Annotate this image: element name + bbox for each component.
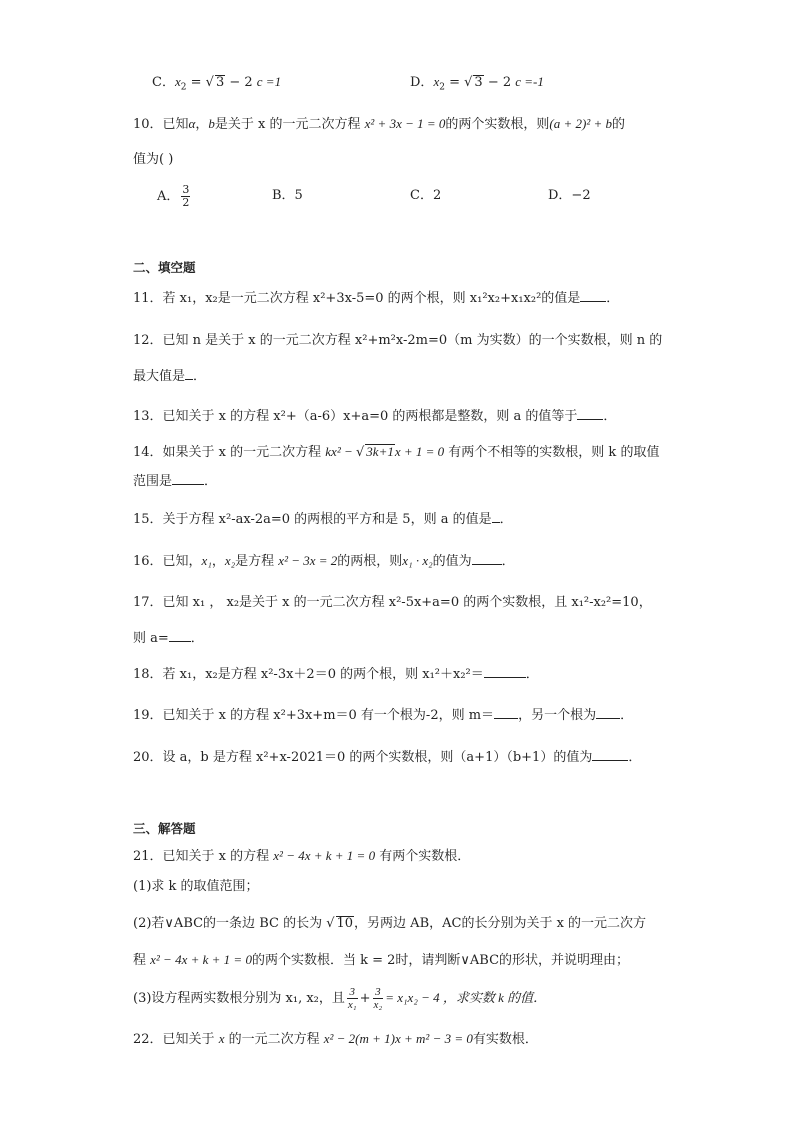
q20: 20．设 a，b 是方程 x²+x-2021＝0 的两个实数根，则（a+1）（b+1）的值为 ．	[133, 750, 642, 765]
q10-option-d: D．−2	[548, 188, 591, 203]
fraction-3-over-x1: $\frac{3}{\text{x₁}}$	[347, 986, 357, 1011]
answer-blank	[185, 367, 193, 380]
fraction-3-2: $\frac{3}{2}$	[182, 183, 190, 209]
answer-blank	[492, 510, 500, 523]
q13: 13．已知关于 x 的方程 x²+（a-6）x+a=0 的两根都是整数，则 a 的值等于 ．	[133, 409, 617, 424]
answer-blank	[580, 289, 606, 302]
answer-blank	[592, 748, 628, 761]
q17-line2: 则 a= ．	[133, 631, 204, 646]
q14-line1: 14．如果关于 x 的一元二次方程 kx² − √ 3k+1x + 1 = 0 有两个不相等的实数根，则 k 的取值	[133, 444, 660, 460]
q21-part2-line2: 程 x² − 4x + k + 1 = 0的两个实数根．当 k = 2时，请判断∨ABC的形状，并说明理由；	[133, 952, 630, 968]
q21-part1: (1)求 k 的取值范围；	[133, 879, 259, 894]
answer-blank	[494, 706, 518, 719]
sqrt-3: 3	[215, 75, 225, 90]
q16: 16．已知，x₁，x₂是方程 x² − 3x = 2的两根，则x₁ · x₂的值为 ．	[133, 553, 515, 569]
q17-line1: 17．已知 x₁ ， x₂是关于 x 的一元二次方程 x²-5x+a=0 的两个实数根，且 x₁²-x₂²=10，	[133, 595, 652, 610]
answer-blank	[484, 665, 526, 678]
q19: 19．已知关于 x 的方程 x²+3x+m＝0 有一个根为-2，则 m＝ ，另一个根为 ．	[133, 708, 634, 723]
q10-option-c: C．2	[410, 188, 442, 203]
q12-line2: 最大值是 ．	[133, 369, 207, 384]
q15: 15．关于方程 x²-ax-2a=0 的两根的平方和是 5，则 a 的值是 ．	[133, 512, 513, 527]
q18: 18．若 x₁，x₂是方程 x²-3x＋2＝0 的两个根，则 x₁²＋x₂²＝ ．	[133, 667, 539, 682]
sqrt-10: 10	[336, 916, 354, 931]
q12-line1: 12．已知 n 是关于 x 的一元二次方程 x²+m²x-2m=0（m 为实数）的一个实数根，则 n 的	[133, 333, 663, 348]
q21-part3: (3)设方程两实数根分别为 x₁, x₂，且 $\frac{3}{\text{x₁}}$ + $\frac{3}{\text{x₂}}$ = x₁x₂ − 4 ，求实数 k 的值．	[133, 986, 547, 1011]
q21-part2-line1: (2)若∨ABC的一条边 BC 的长为 √ 10，另两边 AB，AC的长分别为关于 x 的一元二次方	[133, 916, 647, 931]
q21-line1: 21．已知关于 x 的方程 x² − 4x + k + 1 = 0 有两个实数根．	[133, 848, 471, 864]
section-title-fill-in: 二、填空题	[133, 260, 196, 275]
q10-option-a: A． $\frac{3}{2}$	[157, 183, 190, 209]
section-title-solutions: 三、解答题	[133, 821, 196, 836]
answer-blank	[596, 706, 620, 719]
q10-line2: 值为( )	[133, 152, 174, 167]
answer-blank	[472, 552, 502, 565]
sqrt-3k-plus-1: 3k+1	[366, 444, 394, 459]
q9-option-c: C．$x_2$ = √ 3 − 2 c =1	[152, 74, 282, 93]
q10-line1: 10．已知α，b是关于 x 的一元二次方程 x² + 3x − 1 = 0的两个实数根，则(a + 2)² + b的	[133, 116, 626, 132]
fraction-3-over-x2: $\frac{3}{\text{x₂}}$	[373, 986, 383, 1011]
answer-blank	[577, 407, 603, 420]
answer-blank	[169, 629, 191, 642]
sqrt-3: 3	[474, 75, 483, 90]
q10-option-b: B．5	[272, 188, 303, 203]
answer-blank	[172, 472, 204, 485]
q22: 22．已知关于 x 的一元二次方程 x² − 2(m + 1)x + m² − 3 = 0有实数根．	[133, 1031, 538, 1047]
q14-line2: 范围是 ．	[133, 474, 218, 489]
q11: 11．若 x₁，x₂是一元二次方程 x²+3x-5=0 的两个根，则 x₁²x₂+x₁x₂²的值是 ．	[133, 291, 620, 306]
q9-option-d: D．$x_2$ = √ 3 − 2 c =-1	[410, 74, 544, 93]
